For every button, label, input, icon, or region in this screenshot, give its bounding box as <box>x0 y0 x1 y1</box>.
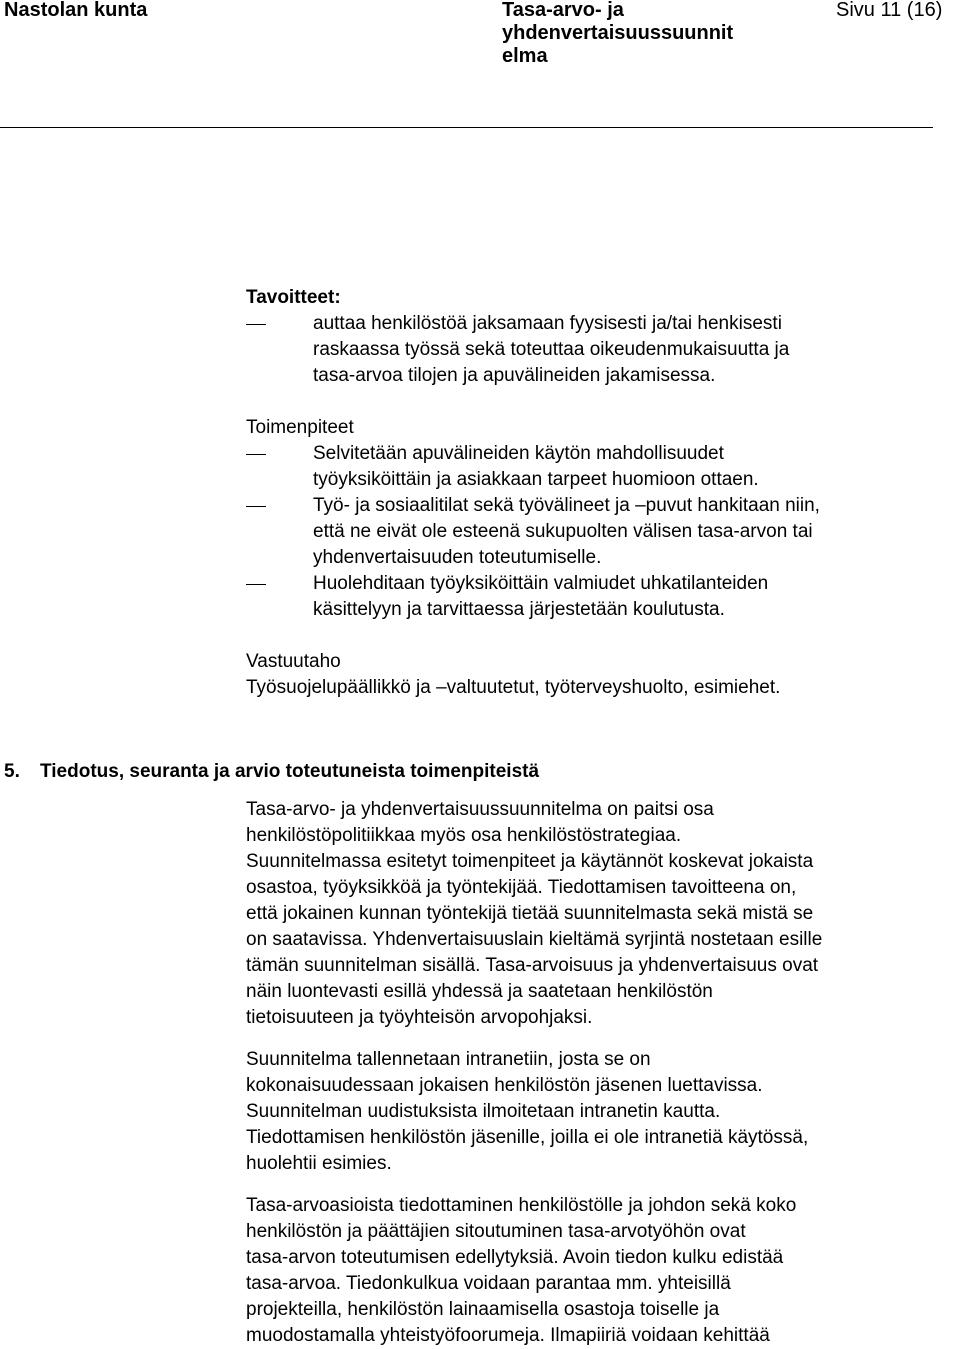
text-line: kokonaisuudessaan jokaisen henkilöstön jäsenen luettavissa. <box>246 1075 763 1096</box>
section-paragraph <box>246 1047 936 1177</box>
section-paragraph <box>246 797 936 1031</box>
text-line: huolehtii esimies. <box>246 1153 392 1174</box>
text-line: Tiedottamisen henkilöstön jäsenille, joilla ei ole intranetiä käytössä, <box>246 1127 809 1148</box>
text-line: tasa-arvoa tilojen ja apuvälineiden jakamisessa. <box>313 365 716 386</box>
header-divider <box>0 127 933 128</box>
text-line: Suunnitelman uudistuksista ilmoitetaan intranetin kautta. <box>246 1101 721 1122</box>
header-page-number: Sivu 11 (16) <box>836 0 943 21</box>
text-line: Tasa-arvoasioista tiedottaminen henkilöstölle ja johdon sekä koko <box>246 1195 797 1216</box>
text-line: Työ- ja sosiaalitilat sekä työvälineet ja –puvut hankitaan niin, <box>313 495 820 516</box>
text-line: raskaassa työssä sekä toteuttaa oikeudenmukaisuutta ja <box>313 339 790 360</box>
header-municipality: Nastolan kunta <box>4 0 148 21</box>
measures-item <box>313 441 893 493</box>
responsible-heading: Vastuutaho <box>246 651 341 672</box>
header-document-title <box>502 0 802 68</box>
goals-heading: Tavoitteet: <box>246 287 341 308</box>
text-line: Tasa-arvo- ja yhdenvertaisuussuunnitelma on paitsi osa <box>246 799 714 820</box>
section-title: Tiedotus, seuranta ja arvio toteutuneista toimenpiteistä <box>40 761 540 782</box>
text-line: henkilöstön ja päättäjien sitoutuminen tasa-arvotyöhön ovat <box>246 1221 746 1242</box>
dash-bullet-icon <box>246 324 266 325</box>
header-title-line: Tasa-arvo- ja <box>502 0 624 21</box>
text-line: Huolehditaan työyksiköittäin valmiudet uhkatilanteiden <box>313 573 769 594</box>
text-line: käsittelyyn ja tarvittaessa järjestetään koulutusta. <box>313 599 725 620</box>
measures-item <box>313 493 893 571</box>
header-title-line: elma <box>502 45 548 67</box>
text-line: muodostamalla yhteistyöfoorumeja. Ilmapiiriä voidaan kehittää <box>246 1325 770 1346</box>
dash-bullet-icon <box>246 584 266 585</box>
text-line: henkilöstöpolitiikkaa myös osa henkilöstöstrategiaa. <box>246 825 682 846</box>
text-line: että jokainen kunnan työntekijä tietää suunnitelmasta sekä mistä se <box>246 903 814 924</box>
text-line: on saatavissa. Yhdenvertaisuuslain kieltämä syrjintä nostetaan esille <box>246 929 823 950</box>
measures-heading: Toimenpiteet <box>246 417 354 438</box>
goals-item <box>313 311 893 389</box>
text-line: auttaa henkilöstöä jaksamaan fyysisesti ja/tai henkisesti <box>313 313 782 334</box>
header-title-line: yhdenvertaisuussuunnit <box>502 22 734 44</box>
text-line: että ne eivät ole esteenä sukupuolten välisen tasa-arvon tai <box>313 521 813 542</box>
text-line: yhdenvertaisuuden toteutumiselle. <box>313 547 602 568</box>
text-line: osastoa, työyksikköä ja työntekijää. Tiedottamisen tavoitteena on, <box>246 877 797 898</box>
text-line: Suunnitelmassa esitetyt toimenpiteet ja käytännöt koskevat jokaista <box>246 851 814 872</box>
text-line: tasa-arvoa. Tiedonkulkua voidaan parantaa mm. yhteisillä <box>246 1273 731 1294</box>
text-line: näin luontevasti esillä yhdessä ja saatetaan henkilöstön <box>246 981 713 1002</box>
text-line: Suunnitelma tallennetaan intranetiin, josta se on <box>246 1049 651 1070</box>
text-line: tämän suunnitelman sisällä. Tasa-arvoisuus ja yhdenvertaisuus ovat <box>246 955 819 976</box>
text-line: tasa-arvon toteutumisen edellytyksiä. Avoin tiedon kulku edistää <box>246 1247 784 1268</box>
responsible-text: Työsuojelupäällikkö ja –valtuutetut, työterveyshuolto, esimiehet. <box>246 677 781 698</box>
measures-item <box>313 571 893 623</box>
text-line: työyksiköittäin ja asiakkaan tarpeet huomioon ottaen. <box>313 469 759 490</box>
text-line: tietoisuuteen ja työyhteisön arvopohjaksi. <box>246 1007 593 1028</box>
section-number: 5. <box>4 761 20 782</box>
text-line: Selvitetään apuvälineiden käytön mahdollisuudet <box>313 443 724 464</box>
dash-bullet-icon <box>246 454 266 455</box>
text-line: projekteilla, henkilöstön lainaamisella osastoja toiselle ja <box>246 1299 720 1320</box>
section-paragraph <box>246 1193 936 1349</box>
dash-bullet-icon <box>246 506 266 507</box>
